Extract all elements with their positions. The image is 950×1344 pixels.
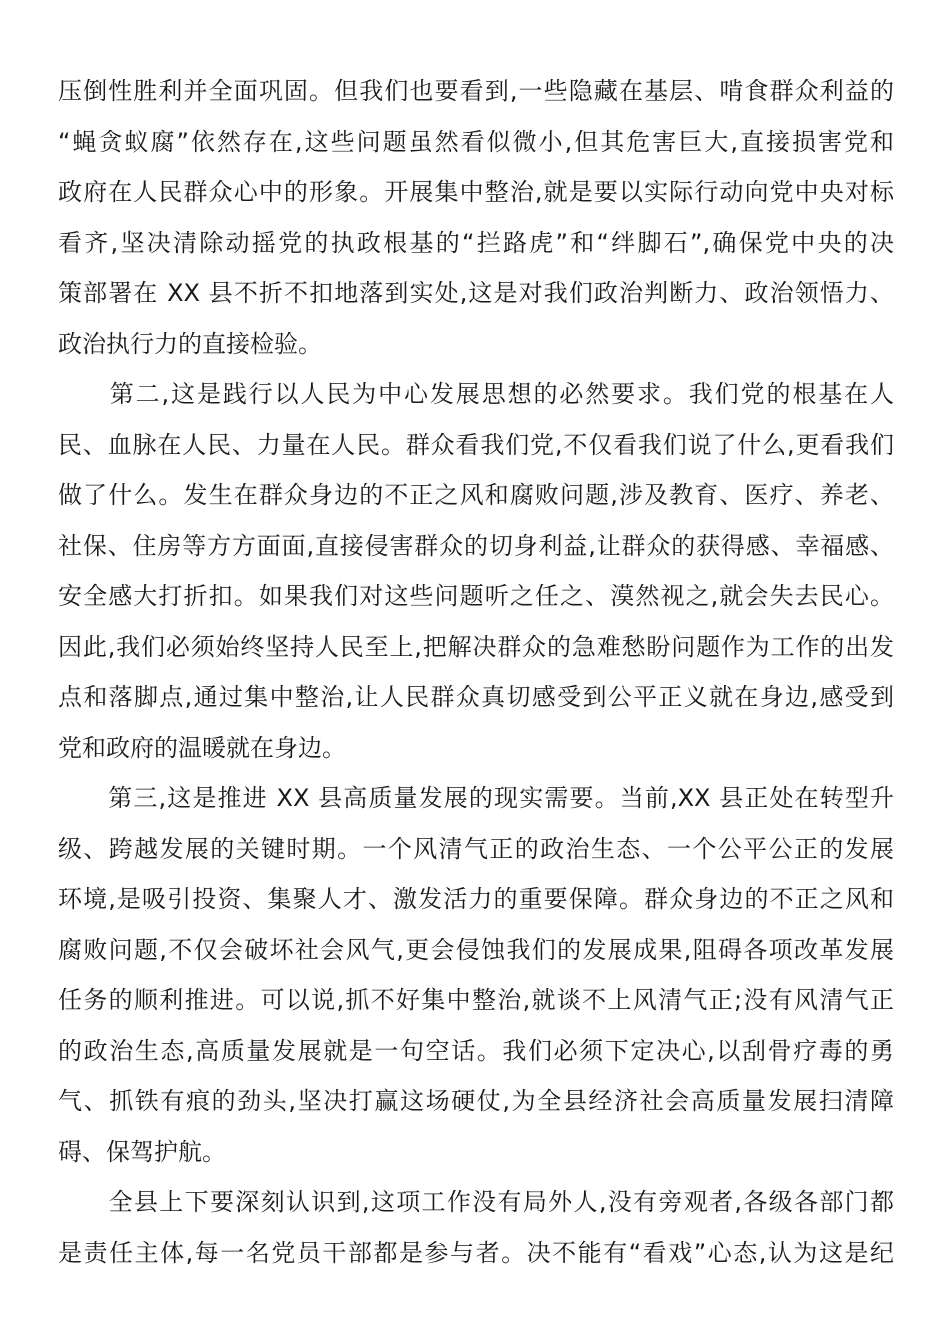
document-body — [58, 66, 894, 1278]
text-line: 气、抓铁有痕的劲头,坚决打赢这场硬仗,为全县经济社会高质量发展扫清障 — [58, 1087, 894, 1115]
text-line: 政治执行力的直接检验。 — [58, 329, 322, 358]
text-line: 环境,是吸引投资、集聚人才、激发活力的重要保障。群众身边的不正之风和 — [58, 885, 894, 913]
text-line: 是责任主体,每一名党员干部都是参与者。决不能有“看戏”心态,认为这是纪 — [58, 1238, 894, 1267]
text-line: 腐败问题,不仅会破坏社会风气,更会侵蚀我们的发展成果,阻碍各项改革发展 — [58, 935, 894, 964]
paragraph-start-line: 第三,这是推进 XX 县高质量发展的现实需要。当前,XX 县正处在转型升 — [58, 784, 894, 812]
text-line: 看齐,坚决清除动摇党的执政根基的“拦路虎”和“绊脚石”,确保党中央的决 — [58, 228, 894, 257]
text-line: 压倒性胜利并全面巩固。但我们也要看到,一些隐藏在基层、啃食群众利益的 — [58, 77, 894, 105]
text-line: 级、跨越发展的关键时期。一个风清气正的政治生态、一个公平公正的发展 — [58, 834, 894, 863]
paragraph-start-line: 第二,这是践行以人民为中心发展思想的必然要求。我们党的根基在人 — [58, 380, 894, 408]
text-line: 社保、住房等方方面面,直接侵害群众的切身利益,让群众的获得感、幸福感、 — [58, 531, 894, 560]
text-line: 点和落脚点,通过集中整治,让人民群众真切感受到公平正义就在身边,感受到 — [58, 683, 894, 711]
text-line: 党和政府的温暖就在身边。 — [58, 733, 346, 762]
text-line: 的政治生态,高质量发展就是一句空话。我们必须下定决心,以刮骨疗毒的勇 — [58, 1036, 894, 1065]
text-line: 因此,我们必须始终坚持人民至上,把解决群众的急难愁盼问题作为工作的出发 — [58, 632, 894, 661]
text-line: 策部署在 XX 县不折不扣地落到实处,这是对我们政治判断力、政治领悟力、 — [58, 279, 894, 307]
text-line: 碍、保驾护航。 — [58, 1137, 226, 1166]
text-line: 任务的顺利推进。可以说,抓不好集中整治,就谈不上风清气正;没有风清气正 — [58, 986, 894, 1014]
text-line: 民、血脉在人民、力量在人民。群众看我们党,不仅看我们说了什么,更看我们 — [58, 430, 894, 459]
text-line: “蝇贪蚁腐”依然存在,这些问题虽然看似微小,但其危害巨大,直接损害党和 — [58, 127, 894, 156]
text-line: 政府在人民群众心中的形象。开展集中整治,就是要以实际行动向党中央对标 — [58, 178, 894, 206]
text-line: 做了什么。发生在群众身边的不正之风和腐败问题,涉及教育、医疗、养老、 — [58, 481, 894, 509]
text-line: 安全感大打折扣。如果我们对这些问题听之任之、漠然视之,就会失去民心。 — [58, 582, 894, 610]
paragraph-start-line: 全县上下要深刻认识到,这项工作没有局外人,没有旁观者,各级各部门都 — [58, 1188, 894, 1216]
